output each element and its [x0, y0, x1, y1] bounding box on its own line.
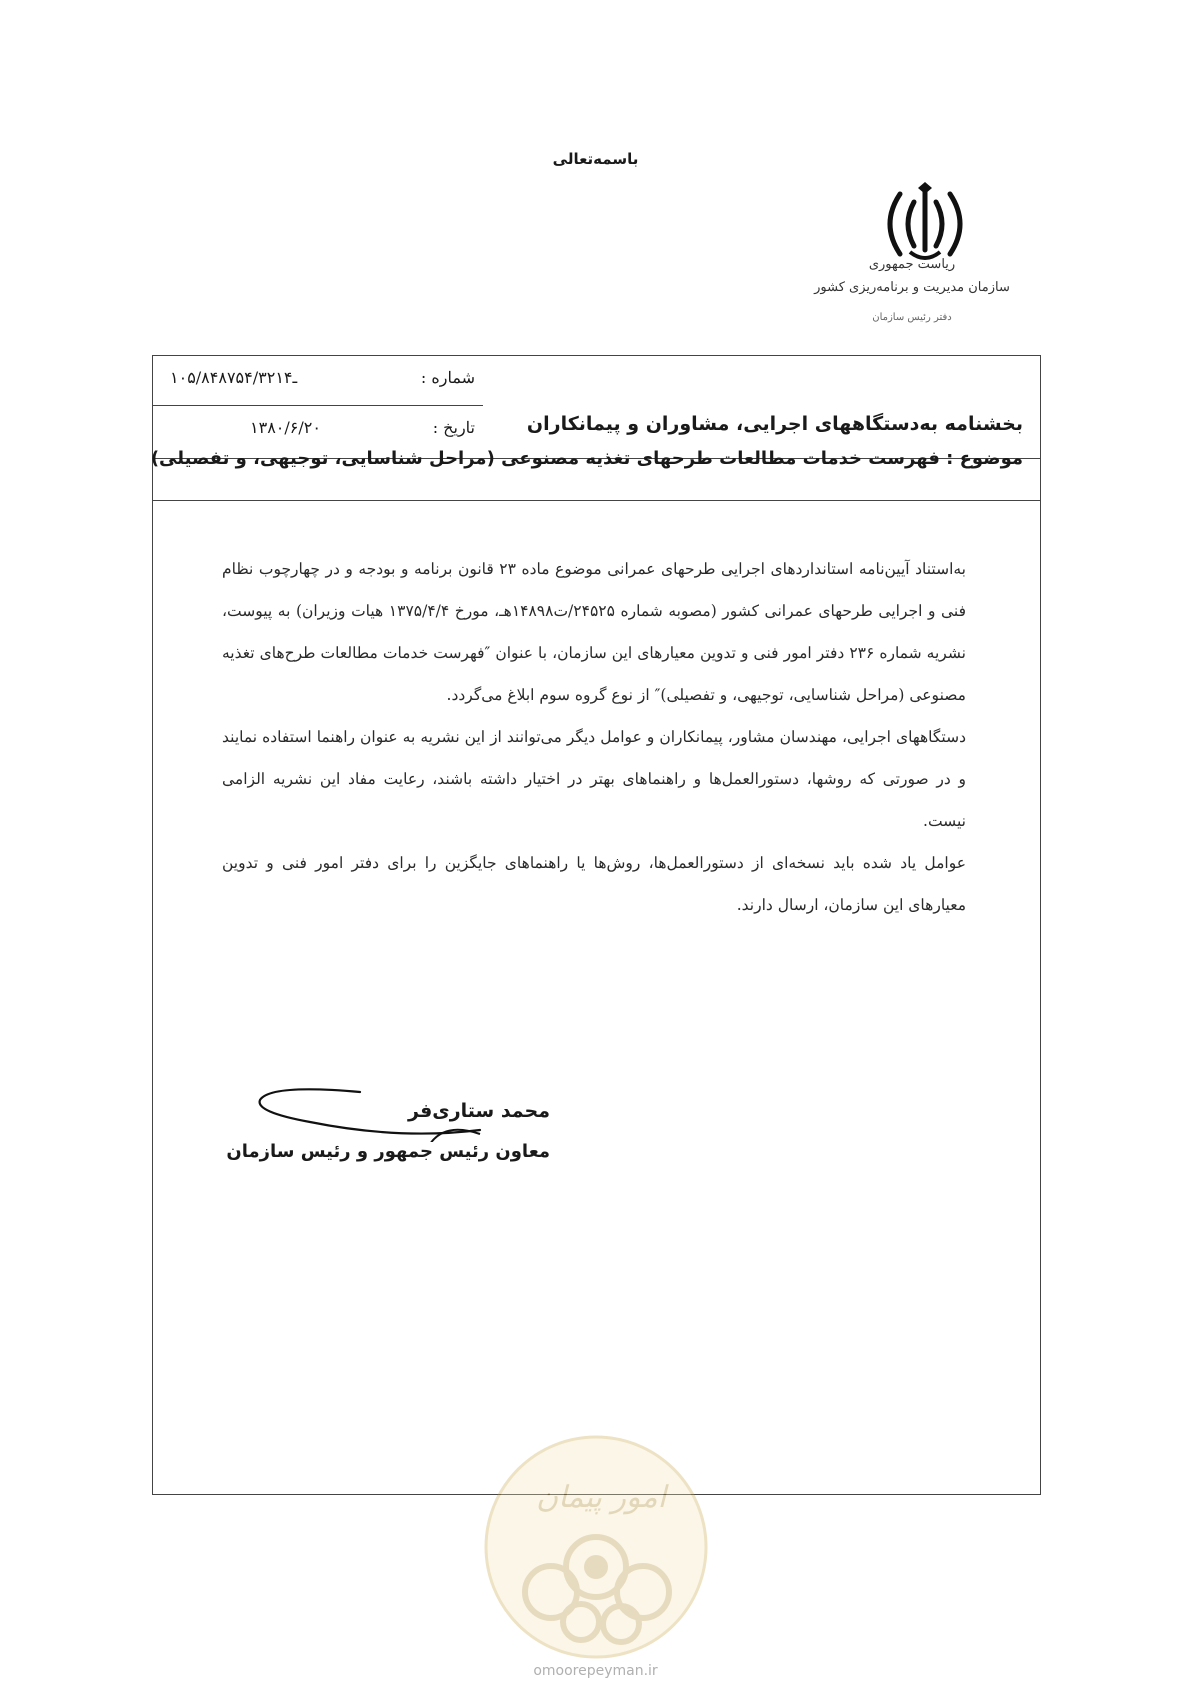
signer-title: معاون رئیس جمهور و رئیس سازمان: [226, 1141, 550, 1162]
org-line-organization: سازمان مدیریت و برنامه‌ریزی کشور: [814, 280, 1010, 295]
watermark-logo-text: امور پیمان: [536, 1480, 666, 1515]
number-value: ۱۰۵/۸۴۸۷ـ۵۴/۳۲۱۴: [170, 368, 298, 387]
body-paragraph: عوامل یاد شده باید نسخه‌ای از دستورالعمل‌ها، روش‌ها یا راهنماهای جایگزین را برای دفتر امور فنی و تدوین معیارهای این سازمان، ارسال دارند.: [222, 854, 966, 914]
date-value: ۱۳۸۰/۶/۲۰: [250, 418, 321, 437]
date-label: تاریخ :: [432, 418, 475, 437]
circular-subject: موضوع : فهرست خدمات مطالعات طرحهای تغذیه مصنوعی (مراحل شناسایی، توجیهی، و تفصیلی): [150, 448, 1023, 469]
signer-name: محمد ستاری‌فر: [408, 1100, 550, 1122]
org-line-office: دفتر رئیس سازمان: [872, 312, 952, 323]
number-label: شماره :: [420, 368, 475, 387]
footer-url: omoorepeyman.ir: [533, 1663, 658, 1679]
subject-row-divider: [152, 500, 1041, 501]
letter-body: [222, 548, 966, 926]
body-paragraph: دستگاههای اجرایی، مهندسان مشاور، پیمانکاران و عوامل دیگر می‌توانند از این نشریه به عنوان راهنما استفاده نمایند و در صورتی که روشها، دستورالعمل‌ها و راهنماهای بهتر در اختیار داشته باشند، رعایت مفاد این نشریه الزامی نیست.: [222, 728, 966, 830]
watermark-logo-icon: [481, 1432, 711, 1662]
circular-recipient: بخشنامه به‌دستگاههای اجرایی، مشاوران و پیمانکاران: [526, 413, 1023, 435]
org-line-presidency: ریاست جمهوری: [868, 257, 956, 272]
iran-emblem-icon: [880, 180, 970, 266]
bismillah-heading: باسمه‌تعالی: [552, 150, 639, 168]
reference-box-divider: [152, 405, 483, 406]
body-paragraph: به‌استناد آیین‌نامه استانداردهای اجرایی طرحهای عمرانی موضوع ماده ۲۳ قانون برنامه و بودجه و در چهارچوب نظام فنی و اجرایی طرحهای عمرانی کشور (مصوبه شماره ۲۴۵۲۵/ت۱۴۸۹۸هـ، مورخ ۱۳۷۵/۴/۴ هیات وزیران) به پیوست، نشریه شماره ۲۳۶ دفتر امور فنی و تدوین معیارهای این سازمان، با عنوان ″فهرست خدمات مطالعات طرح‌های تغذیه مصنوعی (مراحل شناسایی، توجیهی، و تفصیلی)″ از نوع گروه سوم ابلاغ می‌گردد.: [222, 560, 967, 704]
